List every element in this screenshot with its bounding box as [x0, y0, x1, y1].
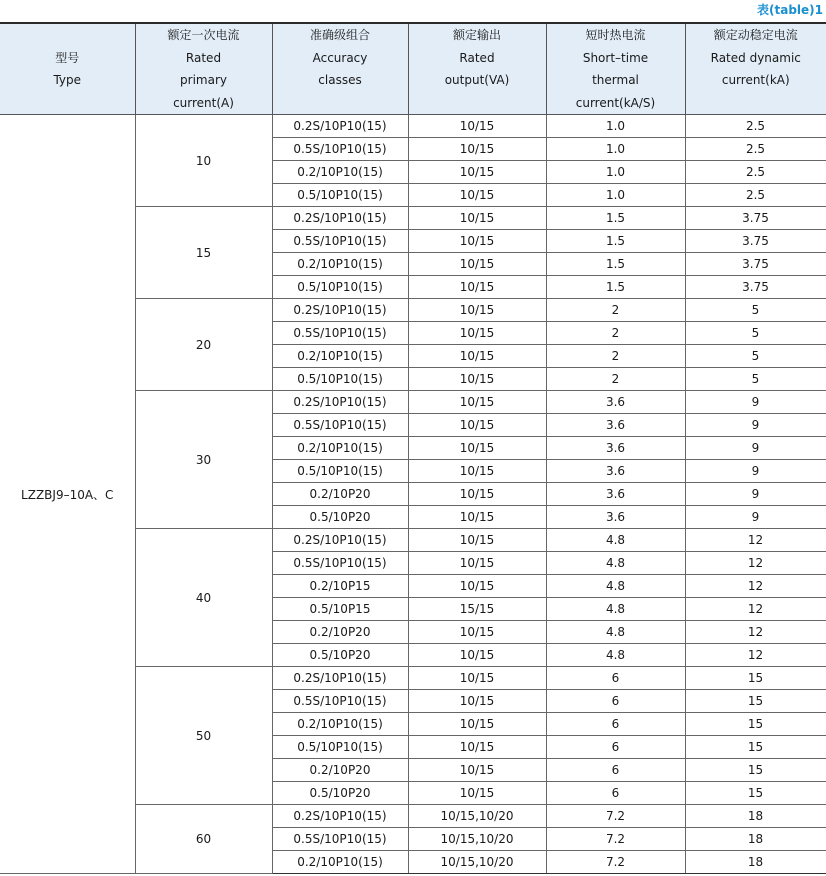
output-cell: 10/15 [408, 184, 546, 207]
output-cell: 10/15 [408, 736, 546, 759]
output-cell: 10/15 [408, 506, 546, 529]
header-output: 额定输出 Rated output(VA) [408, 23, 546, 115]
table-caption: 表(table)1 [757, 3, 823, 17]
thermal-cell: 2 [546, 299, 685, 322]
primary-current-cell: 50 [135, 667, 272, 805]
output-cell: 10/15 [408, 483, 546, 506]
dynamic-cell: 15 [685, 782, 826, 805]
dynamic-cell: 3.75 [685, 253, 826, 276]
dynamic-cell: 2.5 [685, 161, 826, 184]
dynamic-cell: 12 [685, 598, 826, 621]
output-cell: 10/15 [408, 782, 546, 805]
dynamic-cell: 18 [685, 851, 826, 874]
dynamic-cell: 9 [685, 506, 826, 529]
accuracy-cell: 0.5S/10P10(15) [272, 322, 408, 345]
thermal-cell: 2 [546, 345, 685, 368]
header-thermal: 短时热电流 Short–time thermal current(kA/S) [546, 23, 685, 115]
output-cell: 10/15 [408, 368, 546, 391]
thermal-cell: 2 [546, 368, 685, 391]
dynamic-cell: 2.5 [685, 115, 826, 138]
output-cell: 10/15 [408, 138, 546, 161]
dynamic-cell: 2.5 [685, 138, 826, 161]
thermal-cell: 3.6 [546, 391, 685, 414]
thermal-cell: 3.6 [546, 437, 685, 460]
accuracy-cell: 0.2/10P15 [272, 575, 408, 598]
thermal-cell: 4.8 [546, 552, 685, 575]
spec-table [0, 22, 826, 874]
dynamic-cell: 12 [685, 621, 826, 644]
thermal-cell: 1.5 [546, 276, 685, 299]
primary-current-cell: 10 [135, 115, 272, 207]
accuracy-cell: 0.5/10P10(15) [272, 736, 408, 759]
accuracy-cell: 0.2S/10P10(15) [272, 299, 408, 322]
table-row [0, 115, 826, 138]
thermal-cell: 6 [546, 713, 685, 736]
output-cell: 10/15 [408, 207, 546, 230]
header-type: 型号 Type [0, 23, 135, 115]
thermal-cell: 3.6 [546, 414, 685, 437]
dynamic-cell: 5 [685, 368, 826, 391]
dynamic-cell: 12 [685, 552, 826, 575]
table-body [0, 115, 826, 874]
model-cell: LZZBJ9–10A、C [0, 115, 135, 874]
thermal-cell: 3.6 [546, 460, 685, 483]
accuracy-cell: 0.2S/10P10(15) [272, 529, 408, 552]
accuracy-cell: 0.5S/10P10(15) [272, 138, 408, 161]
dynamic-cell: 9 [685, 437, 826, 460]
primary-current-cell: 40 [135, 529, 272, 667]
output-cell: 10/15 [408, 621, 546, 644]
dynamic-cell: 15 [685, 713, 826, 736]
accuracy-cell: 0.2/10P10(15) [272, 713, 408, 736]
output-cell: 10/15 [408, 322, 546, 345]
output-cell: 10/15 [408, 529, 546, 552]
accuracy-cell: 0.2/10P10(15) [272, 851, 408, 874]
output-cell: 10/15 [408, 759, 546, 782]
accuracy-cell: 0.2S/10P10(15) [272, 391, 408, 414]
output-cell: 10/15 [408, 437, 546, 460]
thermal-cell: 2 [546, 322, 685, 345]
output-cell: 10/15,10/20 [408, 851, 546, 874]
output-cell: 10/15 [408, 575, 546, 598]
thermal-cell: 6 [546, 667, 685, 690]
thermal-cell: 6 [546, 736, 685, 759]
output-cell: 10/15 [408, 414, 546, 437]
accuracy-cell: 0.5S/10P10(15) [272, 552, 408, 575]
primary-current-cell: 30 [135, 391, 272, 529]
header-accuracy: 准确级组合 Accuracy classes [272, 23, 408, 115]
thermal-cell: 6 [546, 690, 685, 713]
dynamic-cell: 3.75 [685, 230, 826, 253]
output-cell: 10/15 [408, 460, 546, 483]
dynamic-cell: 15 [685, 667, 826, 690]
thermal-cell: 4.8 [546, 598, 685, 621]
dynamic-cell: 5 [685, 299, 826, 322]
thermal-cell: 1.5 [546, 253, 685, 276]
output-cell: 10/15 [408, 253, 546, 276]
thermal-cell: 6 [546, 782, 685, 805]
accuracy-cell: 0.5/10P20 [272, 782, 408, 805]
dynamic-cell: 5 [685, 322, 826, 345]
thermal-cell: 1.0 [546, 184, 685, 207]
accuracy-cell: 0.2/10P10(15) [272, 253, 408, 276]
accuracy-cell: 0.5/10P10(15) [272, 276, 408, 299]
accuracy-cell: 0.5/10P15 [272, 598, 408, 621]
output-cell: 10/15,10/20 [408, 828, 546, 851]
dynamic-cell: 15 [685, 759, 826, 782]
primary-current-cell: 15 [135, 207, 272, 299]
accuracy-cell: 0.5/10P10(15) [272, 368, 408, 391]
dynamic-cell: 3.75 [685, 207, 826, 230]
accuracy-cell: 0.2/10P20 [272, 483, 408, 506]
thermal-cell: 6 [546, 759, 685, 782]
output-cell: 10/15 [408, 276, 546, 299]
thermal-cell: 4.8 [546, 575, 685, 598]
primary-current-cell: 60 [135, 805, 272, 874]
output-cell: 10/15 [408, 690, 546, 713]
dynamic-cell: 18 [685, 805, 826, 828]
accuracy-cell: 0.5/10P20 [272, 644, 408, 667]
dynamic-cell: 9 [685, 414, 826, 437]
thermal-cell: 7.2 [546, 805, 685, 828]
accuracy-cell: 0.2/10P20 [272, 621, 408, 644]
thermal-cell: 7.2 [546, 851, 685, 874]
accuracy-cell: 0.2/10P20 [272, 759, 408, 782]
thermal-cell: 1.5 [546, 230, 685, 253]
thermal-cell: 7.2 [546, 828, 685, 851]
output-cell: 10/15 [408, 345, 546, 368]
dynamic-cell: 9 [685, 391, 826, 414]
header-row [0, 23, 826, 115]
thermal-cell: 3.6 [546, 483, 685, 506]
output-cell: 15/15 [408, 598, 546, 621]
output-cell: 10/15 [408, 713, 546, 736]
accuracy-cell: 0.5/10P20 [272, 506, 408, 529]
accuracy-cell: 0.5S/10P10(15) [272, 230, 408, 253]
output-cell: 10/15 [408, 644, 546, 667]
accuracy-cell: 0.2S/10P10(15) [272, 667, 408, 690]
dynamic-cell: 15 [685, 736, 826, 759]
output-cell: 10/15 [408, 115, 546, 138]
accuracy-cell: 0.2S/10P10(15) [272, 207, 408, 230]
output-cell: 10/15 [408, 391, 546, 414]
thermal-cell: 1.5 [546, 207, 685, 230]
accuracy-cell: 0.5S/10P10(15) [272, 414, 408, 437]
thermal-cell: 4.8 [546, 644, 685, 667]
dynamic-cell: 12 [685, 575, 826, 598]
dynamic-cell: 18 [685, 828, 826, 851]
accuracy-cell: 0.2/10P10(15) [272, 161, 408, 184]
accuracy-cell: 0.5S/10P10(15) [272, 690, 408, 713]
accuracy-cell: 0.2/10P10(15) [272, 345, 408, 368]
output-cell: 10/15 [408, 552, 546, 575]
accuracy-cell: 0.2S/10P10(15) [272, 115, 408, 138]
dynamic-cell: 12 [685, 529, 826, 552]
dynamic-cell: 15 [685, 690, 826, 713]
output-cell: 10/15,10/20 [408, 805, 546, 828]
dynamic-cell: 2.5 [685, 184, 826, 207]
header-primary-current: 额定一次电流 Rated primary current(A) [135, 23, 272, 115]
primary-current-cell: 20 [135, 299, 272, 391]
dynamic-cell: 3.75 [685, 276, 826, 299]
accuracy-cell: 0.2/10P10(15) [272, 437, 408, 460]
thermal-cell: 4.8 [546, 529, 685, 552]
dynamic-cell: 9 [685, 460, 826, 483]
dynamic-cell: 9 [685, 483, 826, 506]
output-cell: 10/15 [408, 667, 546, 690]
header-dynamic: 额定动稳定电流 Rated dynamic current(kA) [685, 23, 826, 115]
accuracy-cell: 0.5/10P10(15) [272, 460, 408, 483]
thermal-cell: 4.8 [546, 621, 685, 644]
thermal-cell: 1.0 [546, 115, 685, 138]
output-cell: 10/15 [408, 299, 546, 322]
dynamic-cell: 5 [685, 345, 826, 368]
accuracy-cell: 0.2S/10P10(15) [272, 805, 408, 828]
output-cell: 10/15 [408, 230, 546, 253]
accuracy-cell: 0.5S/10P10(15) [272, 828, 408, 851]
thermal-cell: 1.0 [546, 161, 685, 184]
thermal-cell: 3.6 [546, 506, 685, 529]
dynamic-cell: 12 [685, 644, 826, 667]
output-cell: 10/15 [408, 161, 546, 184]
accuracy-cell: 0.5/10P10(15) [272, 184, 408, 207]
thermal-cell: 1.0 [546, 138, 685, 161]
